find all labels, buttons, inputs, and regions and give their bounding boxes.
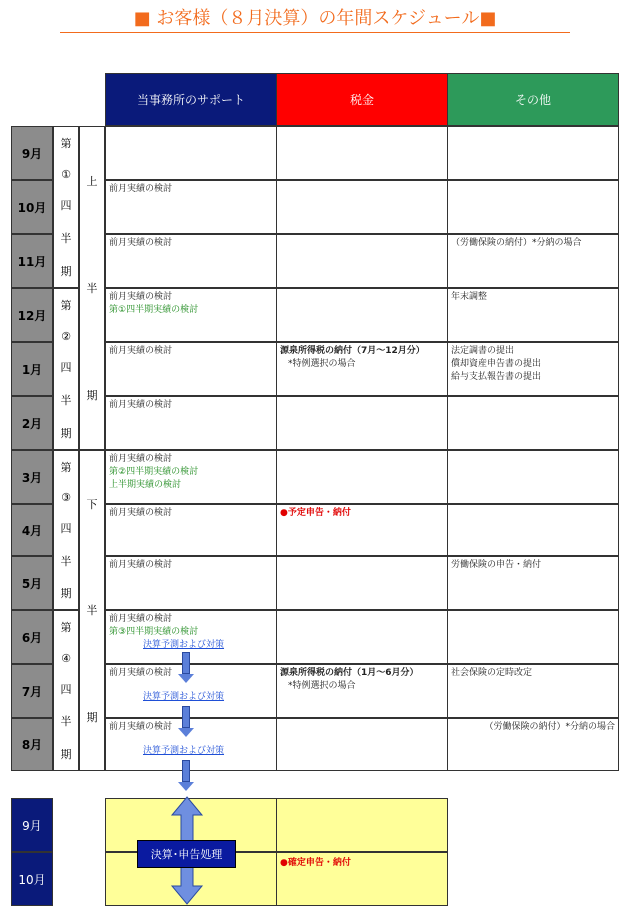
month-label: 1月	[11, 342, 53, 396]
support-item: 前月実績の検討	[109, 400, 173, 410]
tax-cell	[276, 450, 448, 504]
other-cell	[447, 288, 619, 342]
support-cell	[105, 234, 277, 288]
quarter-char: 第	[60, 137, 72, 151]
other-item: 給与支払報告書の提出	[451, 372, 542, 382]
other-cell	[447, 126, 619, 180]
other-cell	[447, 556, 619, 610]
quarter-char: 四	[60, 199, 72, 213]
page-title: ■ お客様（８月決算）の年間スケジュール■	[60, 6, 570, 33]
other-item: 法定調書の提出	[451, 346, 515, 356]
quarter-char: 四	[60, 682, 72, 696]
tax-cell	[276, 234, 448, 288]
other-item: （労働保険の納付）*分納の場合	[451, 238, 582, 248]
header-support: 当事務所のサポート	[105, 73, 277, 126]
half-char: 上	[86, 174, 98, 188]
half-2-label	[79, 450, 105, 771]
tax-cell	[276, 504, 448, 556]
support-item: 前月実績の検討	[109, 238, 173, 248]
month-label: 2月	[11, 396, 53, 450]
quarter-char: 半	[60, 554, 72, 568]
arrow-down-icon	[178, 706, 194, 737]
other-cell	[447, 342, 619, 396]
support-item: 前月実績の検討	[109, 722, 173, 732]
quarter-char: 半	[60, 232, 72, 246]
half-char: 半	[86, 604, 98, 618]
other-item: 労働保険の申告・納付	[451, 560, 542, 570]
forecast-link[interactable]: 決算予測および対策	[143, 746, 225, 756]
quarter-char: 第	[60, 621, 72, 635]
support-cell	[105, 396, 277, 450]
support-item: 前月実績の検討	[109, 346, 173, 356]
header-tax: 税金	[276, 73, 448, 126]
support-item: 前月実績の検討	[109, 668, 173, 678]
other-item: 社会保険の定時改定	[451, 668, 533, 678]
other-item: 年末調整	[451, 292, 488, 302]
quarter-char: 四	[60, 361, 72, 375]
bottom-tax-cell	[276, 852, 448, 906]
quarter-char: 期	[60, 747, 72, 761]
half-char: 半	[86, 281, 98, 295]
half-char: 下	[86, 498, 98, 512]
final-filing-item: ●確定申告・納付	[280, 858, 351, 868]
quarter-2-label	[53, 288, 79, 450]
month-label: 11月	[11, 234, 53, 288]
support-item: 前月実績の検討	[109, 614, 173, 624]
tax-item: *特例選択の場合	[288, 681, 356, 691]
tax-item: ●予定申告・納付	[280, 508, 351, 518]
quarter-char: 第	[60, 299, 72, 313]
other-cell	[447, 664, 619, 718]
half-char: 期	[86, 389, 98, 403]
tax-cell	[276, 610, 448, 664]
quarter-char: 期	[60, 426, 72, 440]
tax-item: *特例選択の場合	[288, 359, 356, 369]
header-other: その他	[447, 73, 619, 126]
tax-cell	[276, 664, 448, 718]
quarter-char: ②	[61, 329, 71, 343]
quarter-3-label	[53, 450, 79, 610]
quarter-char: 四	[60, 522, 72, 536]
support-item: 前月実績の検討	[109, 292, 173, 302]
other-cell	[447, 234, 619, 288]
quarter-char: 期	[60, 586, 72, 600]
support-cell	[105, 556, 277, 610]
quarter-4-label	[53, 610, 79, 771]
quarter-char: 半	[60, 394, 72, 408]
support-item: 前月実績の検討	[109, 560, 173, 570]
half-char: 期	[86, 710, 98, 724]
quarter-char: ④	[61, 651, 71, 665]
bottom-month-label: 10月	[11, 852, 53, 906]
tax-cell	[276, 396, 448, 450]
support-item: 前月実績の検討	[109, 508, 173, 518]
tax-cell	[276, 718, 448, 771]
month-label: 5月	[11, 556, 53, 610]
tax-item: 源泉所得税の納付（1月～6月分）	[280, 668, 419, 678]
month-label: 6月	[11, 610, 53, 664]
settlement-process-badge: 決算･申告処理	[137, 840, 236, 868]
tax-cell	[276, 126, 448, 180]
arrow-down-icon	[178, 760, 194, 791]
quarter-1-label	[53, 126, 79, 288]
schedule-grid	[11, 126, 619, 771]
month-label: 12月	[11, 288, 53, 342]
quarter-char: 期	[60, 264, 72, 278]
support-cell	[105, 126, 277, 180]
support-item: 第②四半期実績の検討	[109, 467, 199, 477]
month-label: 10月	[11, 180, 53, 234]
quarter-char: ③	[61, 491, 71, 505]
other-item: 償却資産申告書の提出	[451, 359, 542, 369]
month-label: 7月	[11, 664, 53, 718]
half-1-label	[79, 126, 105, 450]
support-cell	[105, 288, 277, 342]
month-label: 4月	[11, 504, 53, 556]
other-item: （労働保険の納付）*分納の場合	[484, 722, 615, 732]
quarter-char: 第	[60, 461, 72, 475]
other-cell	[447, 610, 619, 664]
other-cell	[447, 504, 619, 556]
support-item: 前月実績の検討	[109, 184, 173, 194]
support-item: 第①四半期実績の検討	[109, 305, 199, 315]
forecast-link[interactable]: 決算予測および対策	[143, 692, 225, 702]
quarter-char: 半	[60, 715, 72, 729]
month-label: 3月	[11, 450, 53, 504]
arrow-down-icon	[178, 652, 194, 683]
month-label: 8月	[11, 718, 53, 771]
support-item: 第③四半期実績の検討	[109, 627, 199, 637]
forecast-link[interactable]: 決算予測および対策	[143, 640, 225, 650]
bottom-month-label: 9月	[11, 798, 53, 852]
support-item: 上半期実績の検討	[109, 480, 182, 490]
month-label: 9月	[11, 126, 53, 180]
tax-cell	[276, 342, 448, 396]
bottom-tax-cell	[276, 798, 448, 852]
tax-cell	[276, 180, 448, 234]
support-cell	[105, 450, 277, 504]
tax-cell	[276, 556, 448, 610]
tax-item: 源泉所得税の納付（7月～12月分）	[280, 346, 425, 356]
other-cell	[447, 180, 619, 234]
other-cell	[447, 718, 619, 771]
quarter-char: ①	[61, 167, 71, 181]
support-cell	[105, 342, 277, 396]
tax-cell	[276, 288, 448, 342]
support-cell	[105, 504, 277, 556]
other-cell	[447, 450, 619, 504]
support-item: 前月実績の検討	[109, 454, 173, 464]
support-cell	[105, 180, 277, 234]
other-cell	[447, 396, 619, 450]
